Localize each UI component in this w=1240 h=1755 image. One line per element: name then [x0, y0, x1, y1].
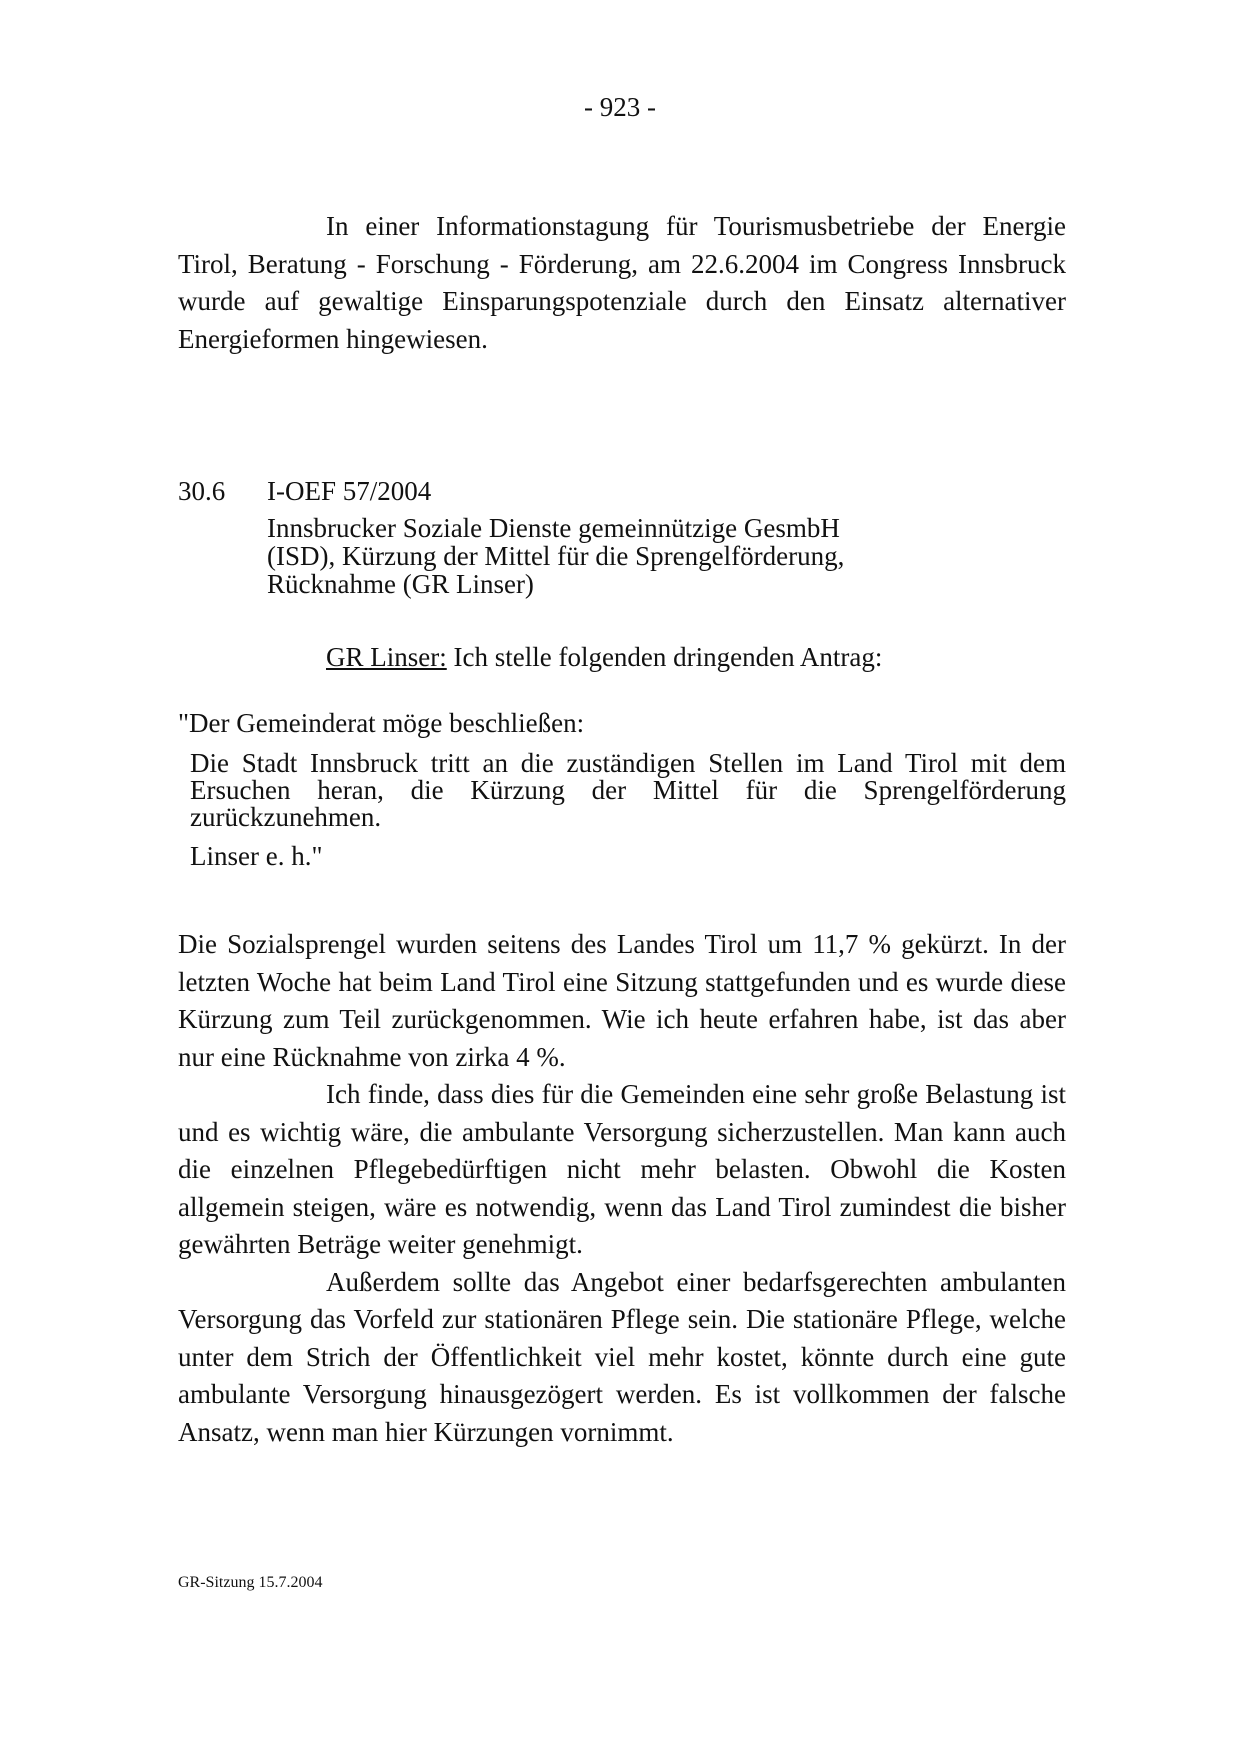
- agenda-item-title-line: (ISD), Kürzung der Mittel für die Sprengelförderung,: [267, 541, 845, 571]
- quote-body: Die Stadt Innsbruck tritt an die zuständigen Stellen im Land Tirol mit dem Ersuchen heran, die Kürzung der Mittel für die Sprengelförderung zurückzunehmen.: [190, 748, 1066, 832]
- quote-opening: "Der Gemeinderat möge beschließen:: [178, 708, 585, 738]
- agenda-item-code: I-OEF 57/2004: [267, 476, 432, 506]
- speech-paragraph: Außerdem sollte das Angebot einer bedarfsgerechten ambulanten Versorgung das Vorfeld zur stationären Pflege sein. Die stationäre Pflege, welche unter dem Strich der Öffentlichkeit viel mehr kostet, könnte durch eine gute ambulante Versorgung hinausgezögert werden. Es ist vollkommen der falsche Ansatz, wenn man hier Kürzungen vornimmt.: [178, 1266, 1066, 1447]
- motion-text: Ich stelle folgenden dringenden Antrag:: [446, 642, 883, 672]
- motion-intro: [326, 642, 882, 673]
- motion-speaker: GR Linser:: [326, 642, 447, 672]
- footer-session-date: GR-Sitzung 15.7.2004: [178, 1574, 323, 1591]
- intro-paragraph: In einer Informationstagung für Tourismusbetriebe der Energie Tirol, Beratung - Forschung - Förderung, am 22.6.2004 im Congress Innsbruck wurde auf gewaltige Einsparungspotenziale durch den Einsatz alternativer Energieformen hingewiesen.: [178, 211, 1066, 354]
- quote-signature: Linser e. h.": [190, 841, 323, 871]
- speech-paragraph: Die Sozialsprengel wurden seitens des Landes Tirol um 11,7 % gekürzt. In der letzten Woche hat beim Land Tirol eine Sitzung stattgefunden und es wurde diese Kürzung zum Teil zurückgenommen. Wie ich heute erfahren habe, ist das aber nur eine Rücknahme von zirka 4 %.: [178, 929, 1066, 1072]
- agenda-item-title: [267, 514, 927, 598]
- speech-text: [178, 926, 1066, 1451]
- speech-paragraph: Ich finde, dass dies für die Gemeinden eine sehr große Belastung ist und es wichtig wäre, die ambulante Versorgung sicherzustellen. Man kann auch die einzelnen Pflegebedürftigen nicht mehr belasten. Obwohl die Kosten allgemein steigen, wäre es notwendig, wenn das Land Tirol zumindest die bisher gewährten Beträge weiter genehmigt.: [178, 1079, 1066, 1259]
- agenda-item-title-line: Rücknahme (GR Linser): [267, 569, 534, 599]
- page-number: - 923 -: [584, 92, 656, 122]
- agenda-item-title-line: Innsbrucker Soziale Dienste gemeinnützige GesmbH: [267, 513, 840, 543]
- agenda-item-number: 30.6: [178, 476, 226, 506]
